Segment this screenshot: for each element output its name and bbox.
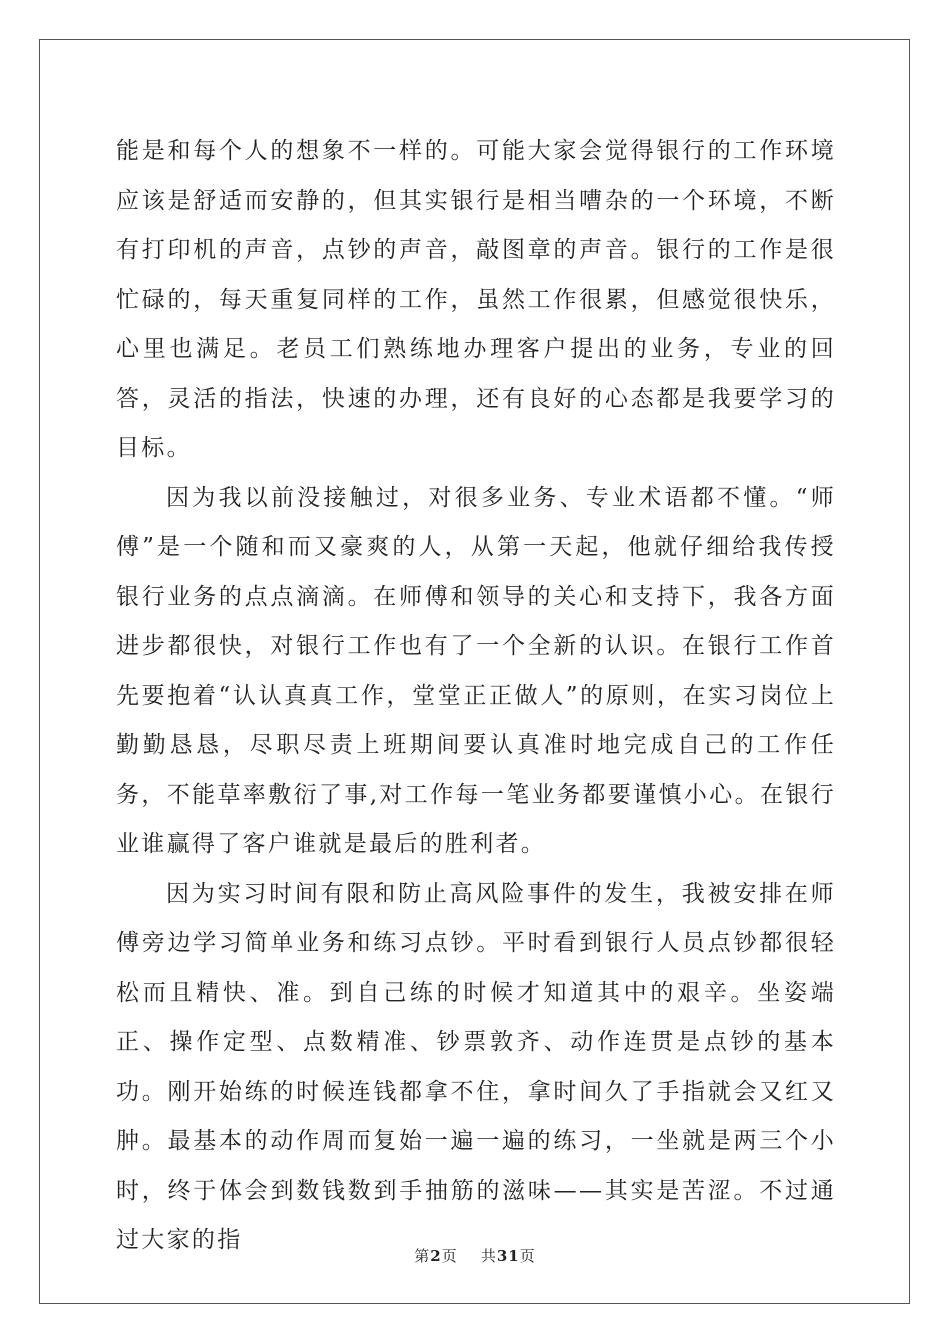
page-footer	[0, 1245, 950, 1266]
footer-page-prefix: 第	[414, 1247, 431, 1265]
document-body	[116, 127, 836, 1266]
footer-page-suffix: 页	[441, 1247, 458, 1265]
paragraph-continued: 能是和每个人的想象不一样的。可能大家会觉得银行的工作环境应该是舒适而安静的，但其实银行是相当嘈杂的一个环境，不断有打印机的声音，点钞的声音，敲图章的声音。银行的工作是很忙碌的，每天重复同样的工作，虽然工作很累，但感觉很快乐，心里也满足。老员工们熟练地办理客户提出的业务，专业的回答，灵活的指法，快速的办理，还有良好的心态都是我要学习的目标。	[116, 138, 836, 461]
footer-page-number: 2	[430, 1247, 442, 1265]
footer-total-prefix: 共	[480, 1247, 497, 1265]
footer-total-pages: 31	[496, 1247, 520, 1265]
footer-total-suffix: 页	[519, 1247, 536, 1265]
paragraph-mentor: 因为我以前没接触过，对很多业务、专业术语都不懂。“师傅”是一个随和而又豪爽的人，从第一天起，他就仔细给我传授银行业务的点点滴滴。在师傅和领导的关心和支持下，我各方面进步都很快，对银行工作也有了一个全新的认识。在银行工作首先要抱着“认认真真工作，堂堂正正做人”的原则，在实习岗位上勤勤恳恳，尽职尽责上班期间要认真准时地完成自己的工作任务，不能草率敷衍了事,对工作每一笔业务都要谨慎小心。在银行业谁赢得了客户谁就是最后的胜利者。	[116, 484, 836, 857]
paragraph-cash-counting: 因为实习时间有限和防止高风险事件的发生，我被安排在师傅旁边学习简单业务和练习点钞。平时看到银行人员点钞都很轻松而且精快、准。到自己练的时候才知道其中的艰辛。坐姿端正、操作定型、点数精准、钞票敦齐、动作连贯是点钞的基本功。刚开始练的时候连钱都拿不住，拿时间久了手指就会又红又肿。最基本的动作周而复始一遍一遍的练习，一坐就是两三个小时，终于体会到数钱数到手抽筋的滋味——其实是苦涩。不过通过大家的指	[116, 880, 836, 1253]
